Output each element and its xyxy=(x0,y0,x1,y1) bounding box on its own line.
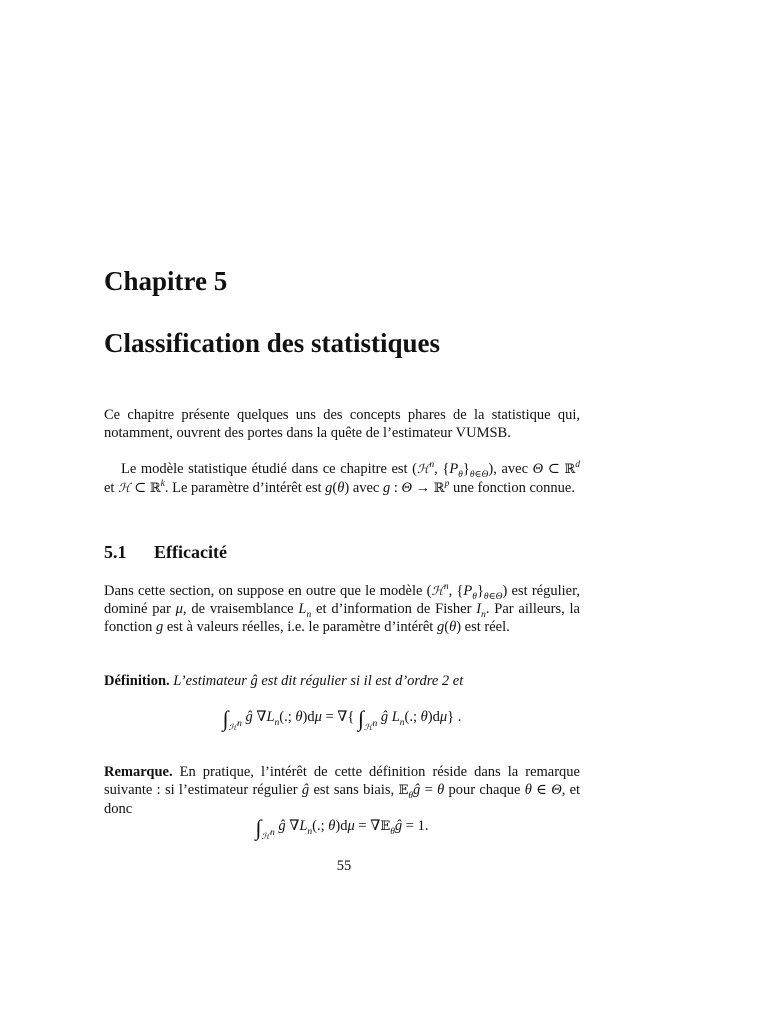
section-title: Efficacité xyxy=(154,542,227,562)
definition-equation: $\int_{ℋ^n}$ ĝ $\nabla L_n$(.; θ)dμ = ∇{ $\int_{ℋ^n}$ ĝ $L_n$(.; θ)dμ} . xyxy=(222,706,462,732)
intro-paragraph-1: Ce chapitre présente quelques uns des concepts phares de la statistique qui, notamment, ouvrent des portes dans la quête de l’estimateur VUMSB. xyxy=(104,407,580,441)
section-number: 5.1 xyxy=(104,542,127,562)
chapter-label: Chapitre 5 xyxy=(104,266,228,296)
section-heading xyxy=(104,542,227,563)
definition-head: Définition. xyxy=(104,673,170,689)
page-number: 55 xyxy=(336,858,352,874)
remark-head: Remarque. xyxy=(104,764,173,780)
intro-paragraph-2: Le modèle statistique étudié dans ce chapitre est (ℋ$^n$, $\{P_\theta\}_{\theta\in\Theta}$), avec Θ ⊂ ℝ$^d$ et ℋ ⊂ ℝ$^k$. Le paramètre d’intérêt est g(θ) avec g : Θ → ℝ$^p$ une fonction connue. xyxy=(104,460,581,496)
remark-paragraph: Remarque. En pratique, l’intérêt de cette définition réside dans la remarque suivante : si l’estimateur régulier ĝ est sans biais, 𝔼$_\theta$ĝ = θ pour chaque θ ∈ Θ, et donc xyxy=(104,764,581,817)
chapter-title: Classification des statistiques xyxy=(104,328,441,358)
section-paragraph: Dans cette section, on suppose en outre que le modèle (ℋ$^n$, $\{P_\theta\}_{\theta\in\Theta}$) est régulier, dominé par μ, de vraisemblance $L_n$ et d’information de Fisher $I_n$. Par ailleurs, la fonction g est à valeurs réelles, i.e. le paramètre d’intérêt g(θ) est réel. xyxy=(104,582,580,635)
remark-equation: $\int_{ℋ^n}$ ĝ $\nabla L_n$(.; θ)dμ = ∇𝔼$_\theta$ĝ = 1. xyxy=(255,815,429,841)
definition-paragraph: Définition. L’estimateur ĝ est dit régulier si il est d’ordre 2 et xyxy=(104,673,464,689)
